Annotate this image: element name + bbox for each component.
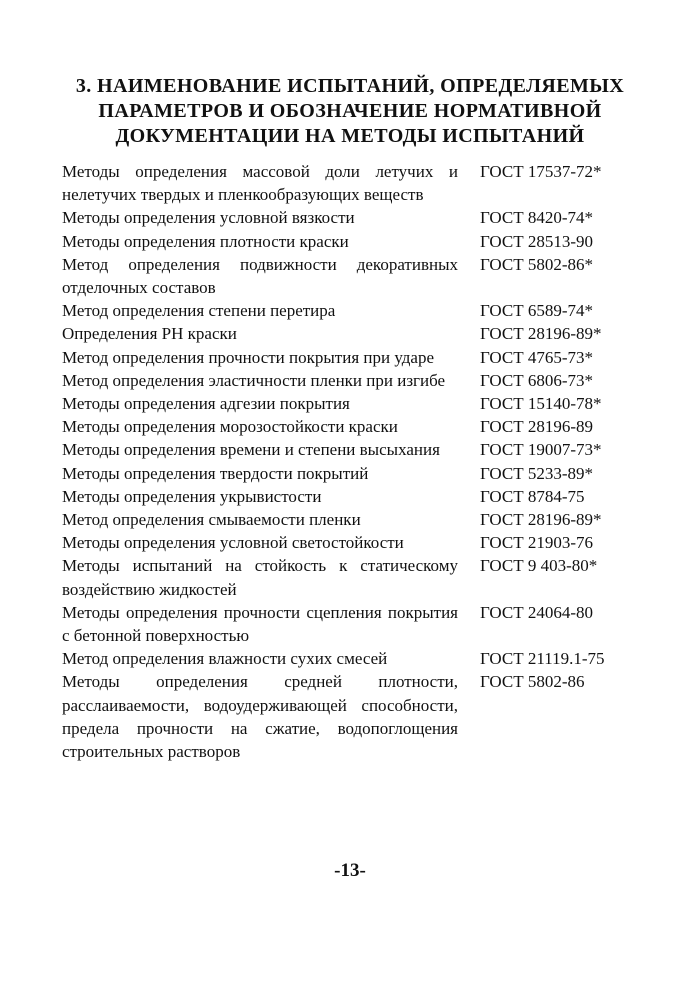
gost-designation: ГОСТ 6806-73* [480, 370, 594, 390]
gost-designation: ГОСТ 28196-89* [480, 510, 602, 530]
gost-designation: ГОСТ 5802-86 [480, 672, 585, 692]
gost-designation: ГОСТ 24064-80 [480, 602, 594, 622]
section-heading-line-2: ПАРАМЕТРОВ И ОБОЗНАЧЕНИЕ НОРМАТИВНОЙ [98, 100, 602, 122]
gost-designation: ГОСТ 28196-89* [480, 324, 602, 344]
table-row [62, 462, 662, 485]
gost-designation: ГОСТ 17537-72* [480, 162, 602, 181]
gost-designation: ГОСТ 5233-89* [480, 463, 594, 483]
gost-designation: ГОСТ 4765-73* [480, 347, 594, 367]
test-method-name: Методы определения адгезии покрытия [62, 394, 350, 414]
page-number: -13- [334, 860, 366, 881]
table-row [62, 230, 662, 253]
test-method-name: Метод определения влажности сухих смесей [62, 649, 388, 669]
table-row [62, 392, 662, 415]
test-method-name: Методы определения укрывистости [62, 486, 322, 506]
test-method-name: Методы определения времени и степени высыхания [62, 440, 440, 460]
gost-designation: ГОСТ 28513-90 [480, 231, 594, 251]
table-row [62, 415, 662, 438]
table-row [62, 438, 662, 461]
table-row [62, 369, 662, 392]
gost-designation: ГОСТ 28196-89 [480, 417, 594, 437]
gost-designation: ГОСТ 15140-78* [480, 394, 602, 414]
table-row [62, 346, 662, 369]
table-row [62, 299, 662, 322]
test-method-name: Метод определения эластичности пленки при изгибе [62, 370, 446, 390]
gost-designation: ГОСТ 21119.1-75 [480, 649, 605, 669]
table-row [62, 322, 662, 345]
table-row [62, 531, 662, 554]
test-method-name: Метод определения смываемости пленки [62, 510, 361, 530]
section-heading-line-1: 3. НАИМЕНОВАНИЕ ИСПЫТАНИЙ, ОПРЕДЕЛЯЕМЫХ [75, 75, 625, 97]
test-method-name: Метод определения подвижности декоративных отделочных составов [62, 254, 458, 298]
gost-designation: ГОСТ 8784-75 [480, 486, 585, 506]
table-row [62, 206, 662, 229]
test-method-name: Определения PH краски [62, 324, 237, 344]
gost-designation: ГОСТ 5802-86* [480, 254, 594, 274]
table-row [62, 160, 662, 206]
table-row [62, 554, 662, 600]
test-method-name: Методы определения условной светостойкости [62, 533, 404, 553]
table-row [62, 670, 662, 763]
test-method-name: Метод определения степени перетира [62, 301, 336, 321]
test-method-name: Методы испытаний на стойкость к статическому воздействию жидкостей [62, 556, 458, 599]
table-row [62, 601, 662, 647]
test-method-name: Методы определения массовой доли летучих и нелетучих твердых и пленкообразующих веществ [62, 162, 458, 205]
section-heading [60, 74, 640, 149]
gost-designation: ГОСТ 21903-76 [480, 533, 594, 553]
methods-table [62, 160, 662, 763]
table-row [62, 508, 662, 531]
test-method-name: Методы определения морозостойкости краски [62, 417, 398, 437]
test-method-name: Методы определения прочности сцепления покрытия с бетонной поверхностью [62, 602, 458, 646]
table-row [62, 647, 662, 670]
test-method-name: Методы определения средней плотности, расслаиваемости, водоудерживающей способности, предела прочности на сжатие, водопоглощения строительных растворов [62, 672, 458, 762]
test-method-name: Методы определения условной вязкости [62, 208, 355, 228]
table-row [62, 253, 662, 299]
gost-designation: ГОСТ 8420-74* [480, 208, 594, 228]
gost-designation: ГОСТ 19007-73* [480, 440, 602, 460]
table-row [62, 485, 662, 508]
test-method-name: Методы определения плотности краски [62, 231, 349, 251]
test-method-name: Метод определения прочности покрытия при ударе [62, 347, 434, 367]
test-method-name: Методы определения твердости покрытий [62, 463, 369, 483]
gost-designation: ГОСТ 6589-74* [480, 301, 594, 321]
section-heading-line-3: ДОКУМЕНТАЦИИ НА МЕТОДЫ ИСПЫТАНИЙ [115, 125, 585, 147]
gost-designation: ГОСТ 9 403-80* [480, 556, 598, 576]
